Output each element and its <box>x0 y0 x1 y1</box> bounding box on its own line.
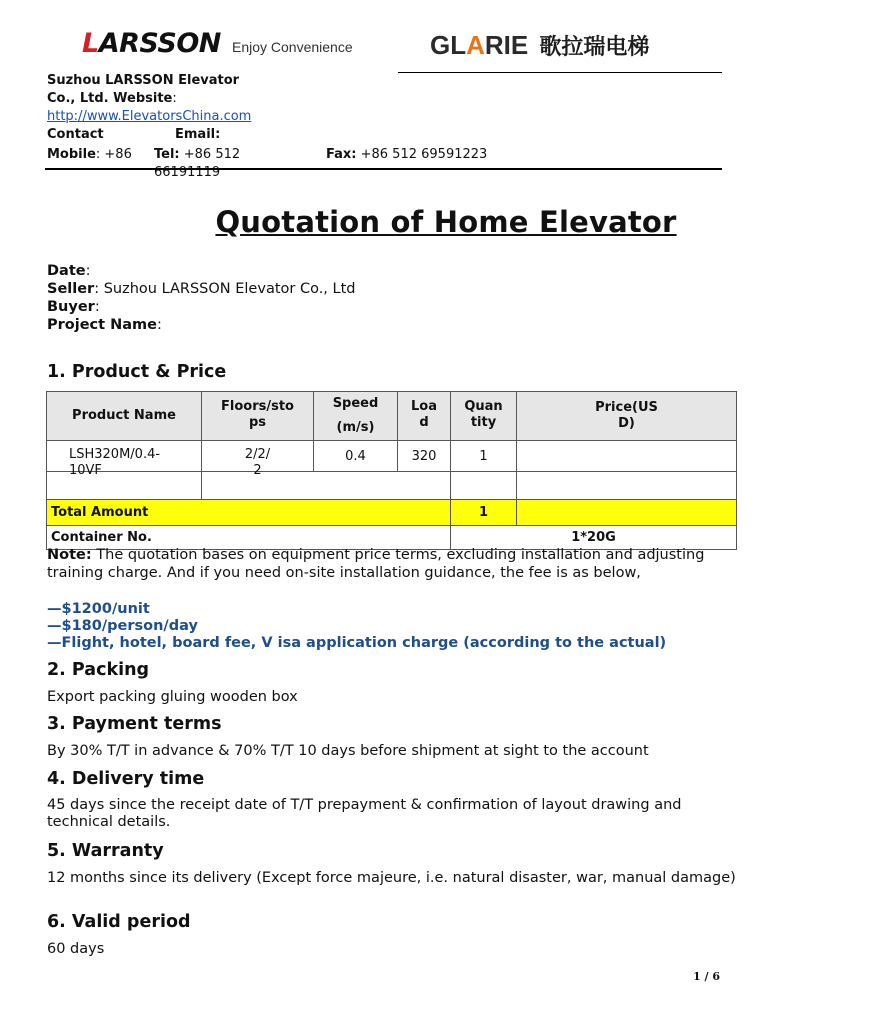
container-label: Container No. <box>47 526 451 550</box>
section-delivery: 4. Delivery time <box>47 769 205 789</box>
fee-person-day: —$180/person/day <box>47 618 198 634</box>
larsson-tagline: Enjoy Convenience <box>231 39 353 55</box>
container-value: 1*20G <box>451 526 737 550</box>
total-price <box>517 500 737 526</box>
mobile-row: Mobile: +86 <box>47 147 132 162</box>
col-product-name: Product Name <box>47 392 202 441</box>
project-name-field: Project Name: <box>47 317 162 333</box>
total-row <box>47 500 737 526</box>
header-bottom-rule <box>45 168 722 170</box>
delivery-text: 45 days since the receipt date of T/T prepayment & confirmation of layout drawing and technical details. <box>47 797 682 830</box>
cell-speed: 0.4 <box>314 441 398 472</box>
company-name: Suzhou LARSSON Elevator <box>47 73 240 88</box>
section-packing: 2. Packing <box>47 660 150 680</box>
valid-text: 60 days <box>47 941 105 957</box>
fee-travel: —Flight, hotel, board fee, V isa application charge (according to the actual) <box>47 635 667 651</box>
website-link[interactable]: http://www.ElevatorsChina.com <box>47 109 252 124</box>
cell-quantity: 1 <box>451 441 517 472</box>
page-number: 1 / 6 <box>693 970 720 983</box>
fax-field: Fax: +86 512 69591223 <box>326 147 488 162</box>
col-load: Load <box>398 392 451 441</box>
price-table <box>46 391 737 550</box>
company-website-line: Co., Ltd. Website: <box>47 91 177 106</box>
col-quantity: Quantity <box>451 392 517 441</box>
col-price: Price(USD) <box>517 392 737 441</box>
section-payment: 3. Payment terms <box>47 714 222 734</box>
col-floors: Floors/stops <box>202 392 314 441</box>
contact-label: Contact <box>47 127 104 142</box>
total-quantity: 1 <box>451 500 517 526</box>
cell-product: LSH320M/0.4- 10VF <box>47 441 202 472</box>
cell-load: 320 <box>398 441 451 472</box>
payment-text: By 30% T/T in advance & 70% T/T 10 days before shipment at sight to the account <box>47 743 649 759</box>
packing-text: Export packing gluing wooden box <box>47 689 298 705</box>
larsson-logo: LARSSON Enjoy Convenience <box>82 28 353 59</box>
website-link-row <box>47 108 251 126</box>
table-row-empty <box>47 472 737 500</box>
email-label: Email: <box>175 127 221 142</box>
date-field: Date: <box>47 263 91 279</box>
table-row <box>47 441 737 472</box>
warranty-text: 12 months since its delivery (Except force majeure, i.e. natural disaster, war, manual damage) <box>47 870 736 886</box>
buyer-field: Buyer: <box>47 299 100 315</box>
header-rule <box>398 72 722 73</box>
note-paragraph: Note: The quotation bases on equipment price terms, excluding installation and adjusting training charge. And if you need on-site installation guidance, the fee is as below, <box>47 547 705 581</box>
section-product-price: 1. Product & Price <box>47 362 227 382</box>
page-title: Quotation of Home Elevator <box>215 205 677 239</box>
section-warranty: 5. Warranty <box>47 841 164 861</box>
cell-floors: 2/2/ 2 <box>202 441 314 472</box>
glarie-logo: GLARIE 歌拉瑞电梯 <box>430 30 650 60</box>
tel-field: Tel: +86 512 66191119 <box>154 147 241 180</box>
table-header-row <box>47 392 737 441</box>
col-speed: Speed (m/s) <box>314 392 398 441</box>
seller-field: Seller: Suzhou LARSSON Elevator Co., Ltd <box>47 281 356 297</box>
total-label: Total Amount <box>47 500 451 526</box>
fee-unit: —$1200/unit <box>47 601 150 617</box>
section-valid-period: 6. Valid period <box>47 912 191 932</box>
cell-price <box>517 441 737 472</box>
